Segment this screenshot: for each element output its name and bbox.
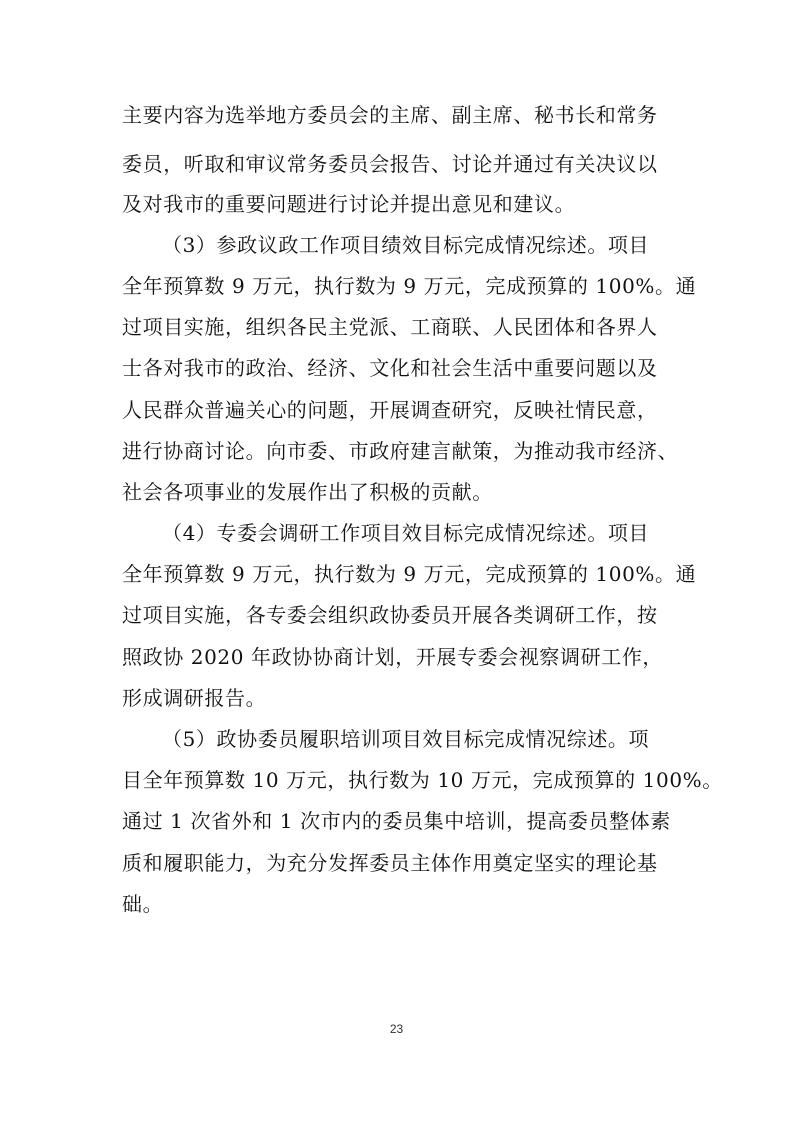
body-text-line: 社会各项事业的发展作出了积极的贡献。 xyxy=(122,480,493,504)
body-text-line: 过项目实施，组织各民主党派、工商联、人民团体和各界人 xyxy=(122,315,658,339)
section-5-heading-line: （5）政协委员履职培训项目效目标完成情况综述。项 xyxy=(162,727,650,751)
body-text-line: 进行协商讨论。向市委、市政府建言献策，为推动我市经济、 xyxy=(122,439,679,463)
page-number: 23 xyxy=(389,1022,404,1036)
section-3-heading-line: （3）参政议政工作项目绩效目标完成情况综述。项目 xyxy=(162,233,650,257)
body-text-line: 全年预算数 9 万元，执行数为 9 万元，完成预算的 100%。通 xyxy=(122,274,697,298)
body-text-line: 质和履职能力，为充分发挥委员主体作用奠定坚实的理论基 xyxy=(122,851,658,875)
body-text-line: 过项目实施，各专委会组织政协委员开展各类调研工作，按 xyxy=(122,603,658,627)
body-text-line: 照政协 2020 年政协协商计划，开展专委会视察调研工作， xyxy=(122,645,664,669)
section-4-heading-line: （4）专委会调研工作项目效目标完成情况综述。项目 xyxy=(162,521,650,545)
body-text-line: 础。 xyxy=(122,892,164,916)
body-text-line: 士各对我市的政治、经济、文化和社会生活中重要问题以及 xyxy=(122,356,658,380)
body-text-line: 委员，听取和审议常务委员会报告、讨论并通过有关决议以 xyxy=(122,152,658,176)
body-text-line: 及对我市的重要问题进行讨论并提出意见和建议。 xyxy=(122,192,576,216)
body-text-line: 主要内容为选举地方委员会的主席、副主席、秘书长和常务 xyxy=(122,103,658,127)
body-text-line: 全年预算数 9 万元，执行数为 9 万元，完成预算的 100%。通 xyxy=(122,562,697,586)
body-text-line: 目全年预算数 10 万元，执行数为 10 万元，完成预算的 100%。 xyxy=(122,768,723,792)
body-text-line: 形成调研报告。 xyxy=(122,686,267,710)
body-text-line: 人民群众普遍关心的问题，开展调查研究，反映社情民意， xyxy=(122,398,658,422)
body-text-line: 通过 1 次省外和 1 次市内的委员集中培训，提高委员整体素 xyxy=(122,809,671,833)
